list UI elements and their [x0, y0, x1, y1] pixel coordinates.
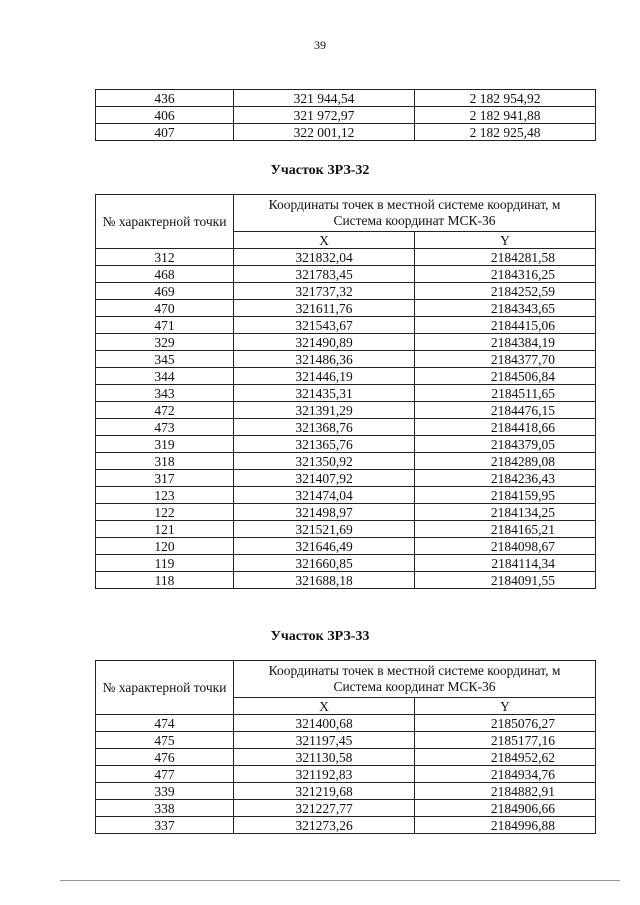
x-coordinate-cell: 321227,77	[234, 800, 415, 817]
x-coordinate-cell: 321391,29	[234, 402, 415, 419]
point-number-cell: 120	[96, 538, 234, 555]
coordinates-table-continued	[95, 89, 596, 141]
point-number-cell: 118	[96, 572, 234, 589]
y-coordinate-cell: 2184098,67	[415, 538, 596, 555]
point-number-cell: 473	[96, 419, 234, 436]
y-coordinate-cell: 2185177,16	[415, 732, 596, 749]
point-number-cell: 472	[96, 402, 234, 419]
header-point-number: № характерной точки	[96, 195, 234, 249]
x-coordinate-cell: 321611,76	[234, 300, 415, 317]
y-coordinate-cell: 2 182 954,92	[415, 90, 596, 107]
y-coordinate-cell: 2184996,88	[415, 817, 596, 834]
y-coordinate-cell: 2184476,15	[415, 402, 596, 419]
table-row	[96, 317, 596, 334]
x-coordinate-cell: 321446,19	[234, 368, 415, 385]
x-coordinate-cell: 321407,92	[234, 470, 415, 487]
y-coordinate-cell: 2184415,06	[415, 317, 596, 334]
y-coordinate-cell: 2184882,91	[415, 783, 596, 800]
x-coordinate-cell: 321543,67	[234, 317, 415, 334]
y-coordinate-cell: 2184236,43	[415, 470, 596, 487]
table-row	[96, 800, 596, 817]
y-coordinate-cell: 2184165,21	[415, 521, 596, 538]
table-row	[96, 124, 596, 141]
header-system-text: Система координат МСК-36	[333, 679, 496, 694]
table-row	[96, 107, 596, 124]
y-coordinate-cell: 2184114,34	[415, 555, 596, 572]
y-coordinate-cell: 2184134,25	[415, 504, 596, 521]
table-row	[96, 817, 596, 834]
x-coordinate-cell: 321130,58	[234, 749, 415, 766]
table-body	[96, 715, 596, 834]
table-row	[96, 334, 596, 351]
table-row	[96, 436, 596, 453]
x-coordinate-cell: 321192,83	[234, 766, 415, 783]
header-coordinates	[234, 661, 596, 698]
point-number-cell: 121	[96, 521, 234, 538]
point-number-cell: 123	[96, 487, 234, 504]
table-row	[96, 90, 596, 107]
y-coordinate-cell: 2184906,66	[415, 800, 596, 817]
x-coordinate-cell: 321 944,54	[234, 90, 415, 107]
table-row	[96, 419, 596, 436]
table-row	[96, 504, 596, 521]
x-coordinate-cell: 321521,69	[234, 521, 415, 538]
coordinates-table-zrz-32	[95, 194, 596, 589]
x-coordinate-cell: 321365,76	[234, 436, 415, 453]
table-row	[96, 300, 596, 317]
table-row	[96, 249, 596, 266]
y-coordinate-cell: 2184379,05	[415, 436, 596, 453]
header-coordinates-text: Координаты точек в местной системе координат, м	[268, 197, 561, 212]
point-number-cell: 119	[96, 555, 234, 572]
header-y: Y	[415, 232, 596, 249]
table-row	[96, 521, 596, 538]
x-coordinate-cell: 321 972,97	[234, 107, 415, 124]
x-coordinate-cell: 321400,68	[234, 715, 415, 732]
point-number-cell: 476	[96, 749, 234, 766]
header-system-text: Система координат МСК-36	[333, 213, 496, 228]
table-row	[96, 572, 596, 589]
table-row	[96, 555, 596, 572]
header-coordinates-text: Координаты точек в местной системе координат, м	[268, 663, 561, 678]
point-number-cell: 344	[96, 368, 234, 385]
table-row	[96, 538, 596, 555]
point-number-cell: 329	[96, 334, 234, 351]
table-body	[96, 249, 596, 589]
page-number: 39	[314, 38, 326, 52]
header-y: Y	[415, 698, 596, 715]
table-row	[96, 749, 596, 766]
table-row	[96, 453, 596, 470]
point-number-cell: 468	[96, 266, 234, 283]
table-body	[96, 90, 596, 141]
y-coordinate-cell: 2184091,55	[415, 572, 596, 589]
table-row	[96, 402, 596, 419]
y-coordinate-cell: 2184252,59	[415, 283, 596, 300]
section-title-zrz-32: Участок ЗРЗ-32	[270, 163, 370, 178]
x-coordinate-cell: 321832,04	[234, 249, 415, 266]
header-x: X	[234, 698, 415, 715]
section-title-zrz-33: Участок ЗРЗ-33	[270, 629, 370, 644]
header-coordinates	[234, 195, 596, 232]
x-coordinate-cell: 321197,45	[234, 732, 415, 749]
point-number-cell: 317	[96, 470, 234, 487]
y-coordinate-cell: 2 182 941,88	[415, 107, 596, 124]
table-row	[96, 783, 596, 800]
x-coordinate-cell: 321474,04	[234, 487, 415, 504]
x-coordinate-cell: 321660,85	[234, 555, 415, 572]
table-row	[96, 766, 596, 783]
point-number-cell: 470	[96, 300, 234, 317]
point-number-cell: 477	[96, 766, 234, 783]
point-number-cell: 319	[96, 436, 234, 453]
header-point-number: № характерной точки	[96, 661, 234, 715]
y-coordinate-cell: 2184384,19	[415, 334, 596, 351]
point-number-cell: 312	[96, 249, 234, 266]
y-coordinate-cell: 2 182 925,48	[415, 124, 596, 141]
y-coordinate-cell: 2184934,76	[415, 766, 596, 783]
point-number-cell: 345	[96, 351, 234, 368]
y-coordinate-cell: 2184316,25	[415, 266, 596, 283]
point-number-cell: 339	[96, 783, 234, 800]
y-coordinate-cell: 2184506,84	[415, 368, 596, 385]
x-coordinate-cell: 321783,45	[234, 266, 415, 283]
y-coordinate-cell: 2184281,58	[415, 249, 596, 266]
point-number-cell: 436	[96, 90, 234, 107]
table-row	[96, 487, 596, 504]
table-row	[96, 283, 596, 300]
point-number-cell: 406	[96, 107, 234, 124]
x-coordinate-cell: 321368,76	[234, 419, 415, 436]
y-coordinate-cell: 2184159,95	[415, 487, 596, 504]
x-coordinate-cell: 321688,18	[234, 572, 415, 589]
x-coordinate-cell: 322 001,12	[234, 124, 415, 141]
table-row	[96, 351, 596, 368]
point-number-cell: 337	[96, 817, 234, 834]
table-row	[96, 732, 596, 749]
y-coordinate-cell: 2184377,70	[415, 351, 596, 368]
x-coordinate-cell: 321486,36	[234, 351, 415, 368]
x-coordinate-cell: 321646,49	[234, 538, 415, 555]
point-number-cell: 338	[96, 800, 234, 817]
y-coordinate-cell: 2184418,66	[415, 419, 596, 436]
x-coordinate-cell: 321273,26	[234, 817, 415, 834]
point-number-cell: 343	[96, 385, 234, 402]
table-row	[96, 266, 596, 283]
x-coordinate-cell: 321219,68	[234, 783, 415, 800]
header-x: X	[234, 232, 415, 249]
table-row	[96, 385, 596, 402]
y-coordinate-cell: 2184289,08	[415, 453, 596, 470]
table-row	[96, 715, 596, 732]
x-coordinate-cell: 321435,31	[234, 385, 415, 402]
table-row	[96, 470, 596, 487]
point-number-cell: 469	[96, 283, 234, 300]
x-coordinate-cell: 321737,32	[234, 283, 415, 300]
x-coordinate-cell: 321498,97	[234, 504, 415, 521]
y-coordinate-cell: 2184952,62	[415, 749, 596, 766]
footer-divider	[60, 880, 620, 881]
table-row	[96, 368, 596, 385]
point-number-cell: 471	[96, 317, 234, 334]
point-number-cell: 122	[96, 504, 234, 521]
point-number-cell: 474	[96, 715, 234, 732]
point-number-cell: 407	[96, 124, 234, 141]
coordinates-table-zrz-33	[95, 660, 596, 834]
y-coordinate-cell: 2184343,65	[415, 300, 596, 317]
y-coordinate-cell: 2185076,27	[415, 715, 596, 732]
y-coordinate-cell: 2184511,65	[415, 385, 596, 402]
point-number-cell: 475	[96, 732, 234, 749]
point-number-cell: 318	[96, 453, 234, 470]
x-coordinate-cell: 321490,89	[234, 334, 415, 351]
x-coordinate-cell: 321350,92	[234, 453, 415, 470]
